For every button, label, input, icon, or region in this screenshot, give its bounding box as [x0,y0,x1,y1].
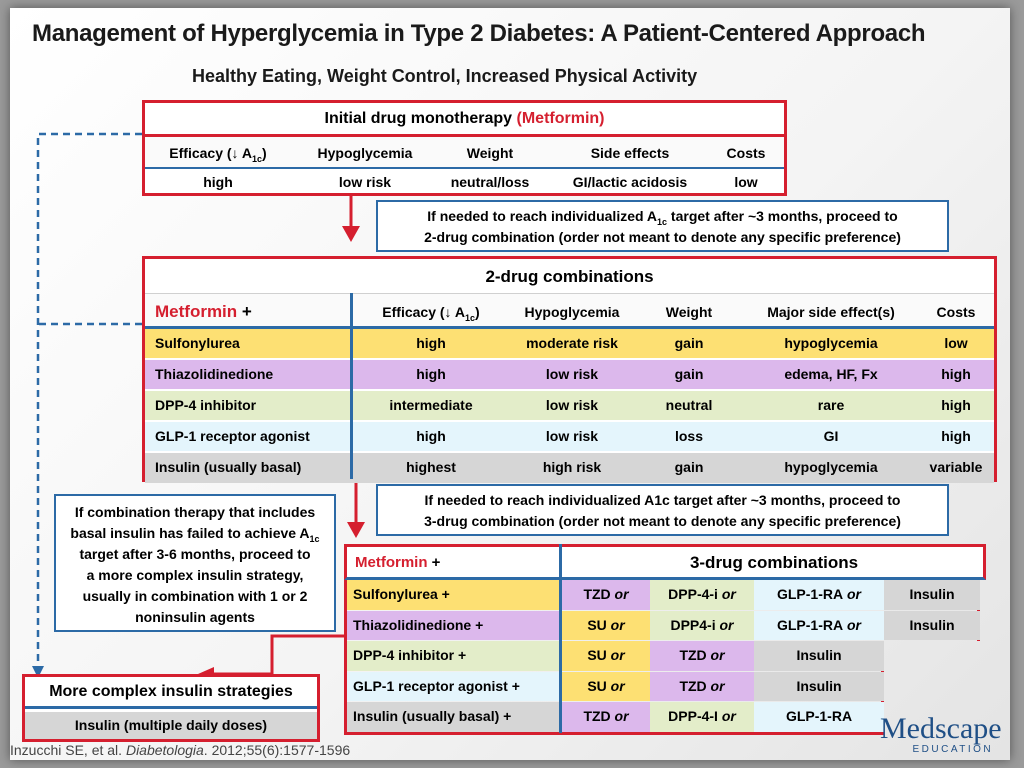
three-drug-option [562,702,650,732]
three-drug-option [754,580,884,610]
page-subtitle: Healthy Eating, Weight Control, Increased Physical Activity [192,66,698,86]
two-drug-cell-hypo: low risk [545,397,599,413]
two-drug-cell-efficacy: intermediate [389,397,473,413]
complex-insulin-box [22,674,320,742]
three-drug-option [562,580,650,610]
three-drug-row [344,641,884,672]
complex-title: More complex insulin strategies [49,683,293,700]
three-drug-divider [559,544,562,733]
note-complex-insulin: If combination therapy that includes basal insulin has failed to achieve $A_{1c}$ target after 3-6 months, proceed to a more complex insulin strategy, usually in combination with 1 or 2 noninsulin agents [54,494,336,632]
two-drug-cell-weight: gain [674,366,704,382]
three-drug-option [562,641,650,671]
note-proceed-2-drug: If needed to reach individualized $A_{1c}$ target after ~3 months, proceed to 2-drug combination (order not meant to denote any specific preference) [376,200,949,252]
three-drug-option-text: SU [587,616,607,633]
mono-header-costs: Costs [726,145,766,161]
medscape-logo: Medscape EDUCATION [880,712,1002,755]
three-drug-option [650,611,754,641]
two-drug-name: Insulin (usually basal) [155,459,302,475]
two-drug-name: DPP-4 inhibitor [155,397,257,413]
two-drug-cell-hypo: high risk [542,459,602,475]
three-drug-option [884,580,980,610]
two-drug-cell-weight: neutral [665,397,713,413]
three-drug-option [650,702,754,732]
two-drug-cell-weight: loss [674,428,703,444]
three-drug-option-text: Insulin [796,647,842,664]
three-drug-option [562,672,650,702]
three-drug-option [650,641,754,671]
three-drug-header-row [344,544,986,580]
three-drug-row [344,580,980,611]
two-drug-cell-cost: low [944,335,968,351]
three-drug-option [562,611,650,641]
two-drug-name: GLP-1 receptor agonist [155,428,310,444]
mono-value-weight: neutral/loss [450,174,530,190]
two-header-side-effects: Major side effect(s) [767,304,895,320]
mono-value-efficacy: high [203,174,233,190]
three-drug-name: Insulin (usually basal) + [347,702,562,732]
two-drug-cell-hypo: low risk [545,366,599,382]
mono-header-side-effects: Side effects [590,145,670,161]
three-drug-option [650,580,754,610]
three-drug-option [754,672,884,702]
three-drug-option-text: GLP-1-RA [776,586,844,602]
two-drug-cell-weight: gain [674,335,704,351]
two-drug-row [145,329,994,359]
monotherapy-drug: (Metformin) [516,110,605,127]
two-drug-metformin-label: Metformin [155,302,238,321]
monotherapy-title: Initial drug monotherapy [324,110,517,127]
three-drug-option-text: TZD [583,586,611,602]
three-drug-option-text: DPP-4-i [668,586,718,602]
two-header-costs: Costs [936,304,976,320]
three-drug-option-text: TZD [679,677,707,694]
three-drug-or: or [715,616,734,633]
three-drug-title: 3-drug combinations [689,553,859,572]
mono-header-weight: Weight [466,145,514,161]
two-drug-cell-side: edema, HF, Fx [784,366,878,382]
two-header-hypoglycemia: Hypoglycemia [524,304,620,320]
two-drug-row [145,453,994,483]
two-drug-cell-side: hypoglycemia [784,459,878,475]
two-drug-cell-efficacy: highest [406,459,456,475]
three-drug-or: or [843,586,861,602]
three-drug-option-text: SU [587,677,607,694]
three-drug-box [344,544,986,736]
three-drug-or: or [717,586,736,602]
three-drug-or: or [606,677,625,694]
two-drug-row [145,391,994,421]
note-proceed-3-drug: If needed to reach individualized A1c target after ~3 months, proceed to 3-drug combination (order not meant to denote any specific preference) [376,484,949,536]
three-metformin-text: Metformin [355,554,428,571]
three-drug-option-text: GLP-1-RA [776,616,844,633]
three-drug-or: or [606,647,625,664]
two-header-efficacy: Efficacy (↓ $A_{1c}$) [382,304,480,323]
three-drug-or: or [610,708,629,725]
three-drug-option [754,611,884,641]
two-drug-row [145,360,994,390]
three-drug-name: GLP-1 receptor agonist + [347,672,562,702]
two-drug-cell-efficacy: high [416,335,446,351]
three-drug-option [884,611,980,641]
three-drug-or: or [706,677,725,694]
two-drug-cell-hypo: low risk [545,428,599,444]
three-drug-or: or [610,586,629,602]
citation: Inzucchi SE, et al. Diabetologia. 2012;55(6):1577-1596 [10,742,351,758]
monotherapy-col-headers [145,137,784,169]
three-metformin-plus: + [427,554,441,571]
two-drug-title: 2-drug combinations [485,267,654,286]
two-drug-cell-cost: high [941,397,971,413]
two-drug-cell-side: hypoglycemia [784,335,878,351]
mono-header-hypoglycemia: Hypoglycemia [317,145,413,161]
two-drug-divider [350,293,353,479]
slide [10,8,1010,760]
two-header-weight: Weight [665,304,713,320]
three-drug-or: or [843,616,861,633]
three-drug-row [344,672,884,703]
three-drug-option-text: TZD [679,647,707,664]
three-drug-option [754,641,884,671]
three-drug-row [344,702,884,735]
two-drug-cell-hypo: moderate risk [526,335,618,351]
three-drug-row [344,611,980,642]
mono-value-hypoglycemia: low risk [338,174,392,190]
two-drug-cell-weight: gain [674,459,704,475]
three-drug-or: or [706,647,725,664]
monotherapy-values [145,171,784,193]
two-drug-box [142,256,997,482]
three-drug-option-text: DPP-4-I [668,708,718,725]
two-drug-name: Sulfonylurea [155,335,240,351]
three-drug-option-text: TZD [583,708,611,725]
two-drug-cell-cost: variable [929,459,983,475]
three-drug-option [650,672,754,702]
two-drug-cell-efficacy: high [416,428,446,444]
two-drug-header-row: Metformin + Efficacy (↓ $A_{1c}$) Hypoglycemia Weight Major side effect(s) Costs [145,293,994,329]
three-drug-or: or [717,708,736,725]
mono-header-efficacy: Efficacy (↓ $A_{1c}$) [169,145,267,164]
two-drug-cell-efficacy: high [416,366,446,382]
three-drug-option-text: GLP-1-RA [785,708,853,725]
two-drug-cell-side: GI [823,428,839,444]
three-drug-option [754,702,884,732]
three-drug-metformin-label [355,554,440,571]
two-drug-name: Thiazolidinedione [155,366,274,382]
three-drug-option-text: Insulin [909,586,955,602]
three-drug-or: or [606,616,625,633]
mono-value-side-effects: GI/lactic acidosis [572,174,688,190]
monotherapy-header [145,103,784,137]
three-drug-option-text: Insulin [909,616,955,633]
two-drug-row [145,422,994,452]
page-title: Management of Hyperglycemia in Type 2 Diabetes: A Patient-Centered Approach [32,20,926,47]
mono-value-costs: low [734,174,758,190]
three-drug-name: Sulfonylurea + [347,580,562,610]
three-drug-name: DPP-4 inhibitor + [347,641,562,671]
three-drug-name: Thiazolidinedione + [347,611,562,641]
complex-item: Insulin (multiple daily doses) [74,717,268,733]
three-drug-option-text: SU [587,647,607,664]
monotherapy-box [142,100,787,196]
three-drug-option-text: Insulin [796,677,842,694]
three-drug-option-text: DPP4-i [670,616,716,633]
two-drug-cell-cost: high [941,428,971,444]
two-drug-cell-side: rare [817,397,845,413]
two-drug-cell-cost: high [941,366,971,382]
